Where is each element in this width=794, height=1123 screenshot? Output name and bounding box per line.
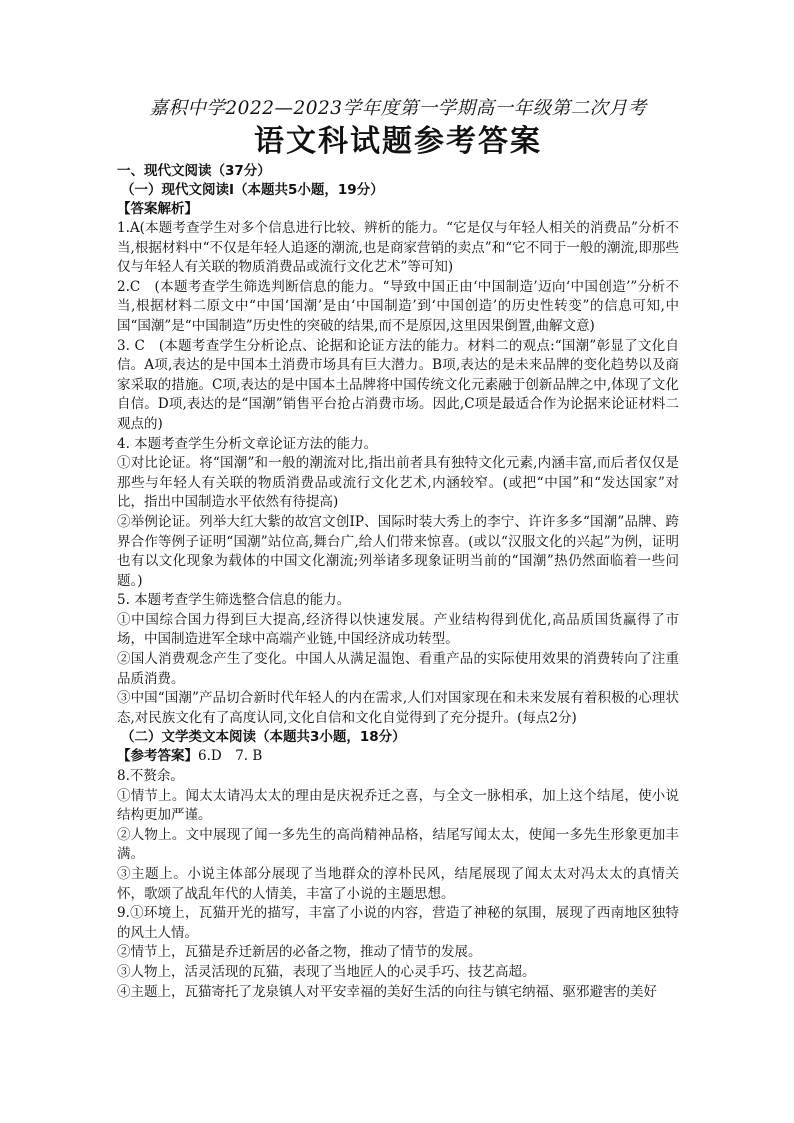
page-title: 语文科试题参考答案 [254,124,542,159]
answer-page [117,96,679,1002]
answer-paragraph: 4. 本题考查学生分析文章论证方法的能力。 [117,435,378,452]
answer-paragraph: ②国人消费观念产生了变化。中国人从满足温饱、看重产品的实际使用效果的消费转向了注重品质消费。 [117,651,679,687]
answer-paragraph: 3. C (本题考查学生分析论点、论据和论证方法的能力。材料二的观点:“国潮”彰显了文化自信。A项,表达的是中国本土消费市场具有巨大潜力。B项,表达的是未来品牌的变化趋势以及商家采取的措施。C项,表达的是中国本土品牌将中国传统文化元素融于创新品牌之中,体现了文化自信。D项,表达的是“国潮”销售平台抢占消费市场。因此,C项是最适合作为论据来论证材料二观点的) [117,337,679,432]
answer-paragraph: 1.A(本题考查学生对多个信息进行比较、辨析的能力。“它是仅与年轻人相关的消费品”分析不当,根据材料中“不仅是年轻人追逐的潮流,也是商家营销的卖点”和“它不同于一般的潮流,即那些仅与年轻人有关联的物质消费品或流行文化艺术”等可知) [117,220,679,276]
reference-answer-label: 【参考答案】 [117,748,198,765]
answer-paragraph: ②举例论证。列举大红大紫的故宫文创IP、国际时装大秀上的李宁、许许多多“国潮”品牌、跨界合作等例子证明“国潮”站位高,舞台广,给人们带来惊喜。(或以“汉服文化的兴起”为例，证明也有以文化现象为载体的中国文化潮流;列举诸多现象证明当前的“国潮”热仍然面临着一些问题。) [117,513,679,589]
answer-paragraph: ①中国综合国力得到巨大提高,经济得以快速发展。产业结构得到优化,高品质国货赢得了市场，中国制造进军全球中高端产业链,中国经济成功转型。 [117,611,679,648]
answer-paragraph: 5. 本题考查学生筛选整合信息的能力。 [117,592,351,609]
reference-answer [117,747,679,767]
answer-paragraph: 2.C (本题考查学生筛选判断信息的能力。“导致中国正由‘中国制造’迈向‘中国创造’”分析不当,根据材料二原文中“中国‘国潮’是由‘中国制造’到‘中国创造’的历史性转变”的信息可知,中国“国潮”是“中国制造”历史性的突破的结果,而不是原因,这里因果倒置,曲解文意) [117,278,679,334]
answer-paragraph: ②情节上，瓦猫是乔迁新居的必备之物，推动了情节的发展。 [117,944,482,961]
subsection-heading: （二）文学类文本阅读（本题共3小题，18分） [121,729,406,746]
answer-paragraph: ②人物上。文中展现了闻一多先生的高尚精神品格，结尾写闻太太，使闻一多先生形象更加丰满。 [117,826,679,863]
answer-paragraph: ①对比论证。将“国潮”和一般的潮流对比,指出前者具有独特文化元素,内涵丰富,而后者仅仅是那些与年轻人有关联的物质消费品或流行文化艺术,内涵较窄。(或把“中国”和“发达国家”对比，指出中国制造水平依然有待提高) [117,455,679,511]
reference-answer-value: 6.D 7. B [198,748,263,765]
exam-title: 嘉积中学2022—2023学年度第一学期高一年级第二次月考 [149,98,647,119]
answer-paragraph: ③主题上。小说主体部分展现了当地群众的淳朴民风，结尾展现了闻太太对冯太太的真情关怀，歌颂了战乱年代的人情美，丰富了小说的主题思想。 [117,866,679,902]
section-heading: 一、现代文阅读（37分） [117,163,271,179]
answer-paragraph: ④主题上，瓦猫寄托了龙泉镇人对平安幸福的美好生活的向往与镇宅纳福、驱邪避害的美好 [117,983,657,1000]
subsection-heading: （一）现代文阅读Ⅰ（本题共5小题，19分） [121,182,384,198]
answer-paragraph: 9.①环境上，瓦猫开光的描写，丰富了小说的内容，营造了神秘的氛围，展现了西南地区独特的风土人情。 [117,905,679,941]
answer-analysis-label: 【答案解析】 [117,201,198,217]
answer-paragraph: ①情节上。闻太太请冯太太的理由是庆祝乔迁之喜，与全文一脉相承，加上这个结尾，使小说结构更加严谨。 [117,787,679,824]
answer-paragraph: ③中国“国潮”产品切合新时代年轻人的内在需求,人们对国家现在和未来发展有着积极的心理状态,对民族文化有了高度认同,文化自信和文化自觉得到了充分提升。(每点2分) [117,690,679,726]
answer-paragraph: 8.不赘余。 [117,768,184,785]
answer-paragraph: ③人物上，活灵活现的瓦猫，表现了当地匠人的心灵手巧、技艺高超。 [117,963,536,980]
